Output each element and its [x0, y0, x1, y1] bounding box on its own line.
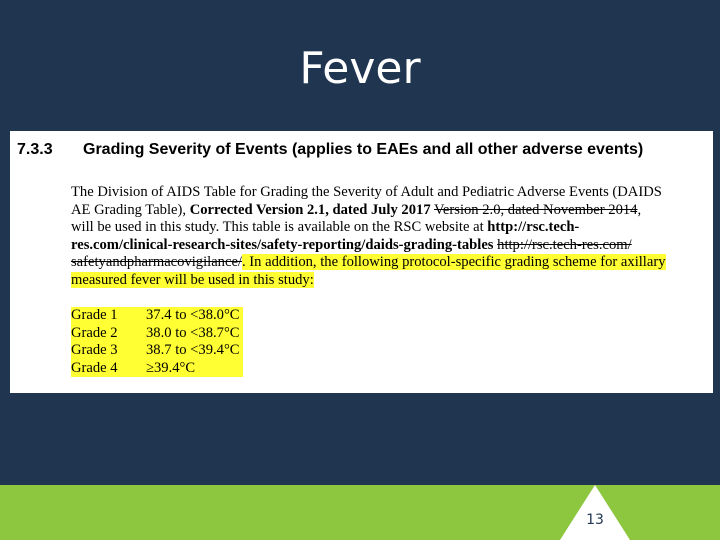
- slide-title: Fever: [299, 43, 421, 94]
- paragraph-line-5: [71, 254, 701, 272]
- bold-url-text: http://rsc.tech-: [487, 219, 580, 236]
- grade-row: [71, 342, 243, 360]
- grade-range: ≥39.4°C: [146, 359, 196, 376]
- grade-range: 38.7 to <39.4°C: [146, 342, 240, 359]
- struck-version-text: Version 2.0, dated November 2014: [434, 201, 638, 218]
- grade-range: 37.4 to <38.0°C: [146, 307, 240, 323]
- grade-row: [71, 307, 243, 325]
- section-number: 7.3.3: [17, 141, 53, 158]
- grade-label: Grade 2: [71, 324, 118, 341]
- document-excerpt: [10, 131, 713, 393]
- paragraph-line-4: [71, 237, 701, 255]
- highlighted-text: . In addition, the following protocol-specific grading scheme for axillary: [242, 254, 666, 271]
- text-run: will be used in this study. This table is available on the RSC website at: [71, 219, 484, 236]
- grade-label: Grade 4: [71, 359, 118, 376]
- text-run: AE Grading Table),: [71, 201, 187, 218]
- grade-range: 38.0 to <38.7°C: [146, 324, 240, 341]
- page-number: 13: [586, 512, 604, 528]
- bold-url-text: res.com/clinical-research-sites/safety-reporting/daids-grading-tables: [71, 236, 494, 253]
- grade-label: Grade 3: [71, 342, 118, 359]
- grade-row: [71, 360, 243, 378]
- paragraph-line-3: [71, 219, 701, 237]
- highlighted-text: measured fever will be used in this study:: [71, 271, 314, 288]
- struck-url-text: safetyandpharmacovigilance/: [71, 254, 242, 271]
- bold-version-text: Corrected Version 2.1, dated July 2017: [189, 201, 431, 218]
- grade-label: Grade 1: [71, 307, 118, 323]
- paragraph-line-2: [71, 202, 701, 220]
- text-run: The Division of AIDS Table for Grading the Severity of Adult and Pediatric Adverse Events (DAIDS: [71, 184, 662, 200]
- paragraph-line-1: [71, 184, 701, 202]
- section-title: Grading Severity of Events (applies to EAEs and all other adverse events): [83, 141, 644, 158]
- paragraph-line-6: [71, 272, 701, 290]
- struck-url-text: http://rsc.tech-res.com/: [497, 236, 632, 253]
- body-paragraph: [71, 184, 701, 290]
- text-run: ,: [637, 201, 642, 218]
- grade-list: [71, 307, 243, 377]
- grade-row: [71, 325, 243, 343]
